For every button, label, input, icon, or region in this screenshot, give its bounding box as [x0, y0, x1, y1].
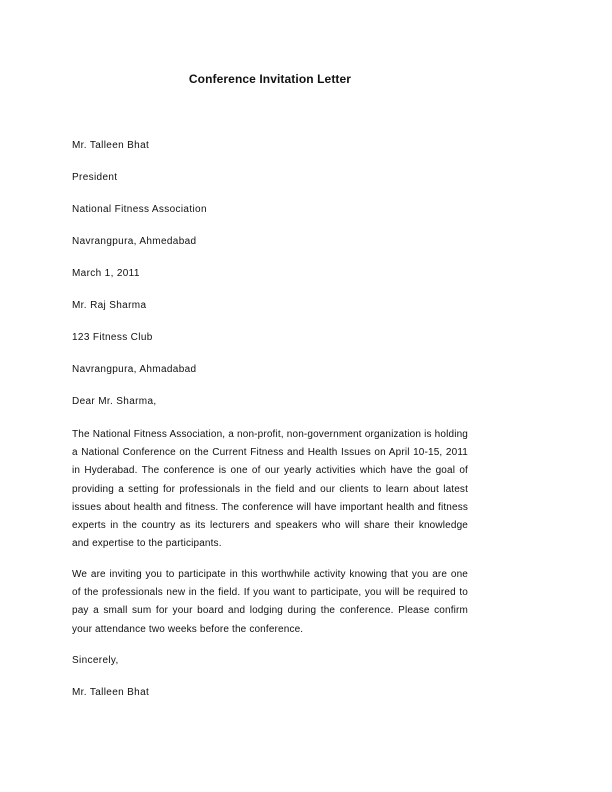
- recipient-address: Navrangpura, Ahmadabad: [72, 364, 197, 375]
- closing: Sincerely,: [72, 655, 119, 666]
- body-paragraph-2: We are inviting you to participate in this worthwhile activity knowing that you are one of the professionals new in the field. If you want to participate, you will be required to pay a small sum for your board and lodging during the conference. Please confirm your attendance two weeks before the conference.: [72, 569, 468, 635]
- sender-name: Mr. Talleen Bhat: [72, 140, 150, 151]
- recipient-organization: 123 Fitness Club: [72, 332, 153, 343]
- sender-organization: National Fitness Association: [72, 204, 207, 215]
- sender-title: President: [72, 172, 118, 183]
- signature-name: Mr. Talleen Bhat: [72, 687, 150, 698]
- recipient-name: Mr. Raj Sharma: [72, 300, 147, 311]
- letter-date: March 1, 2011: [72, 268, 140, 279]
- body-paragraph-1: The National Fitness Association, a non-profit, non-government organization is holding a National Conference on the Current Fitness and Health Issues on April 10-15, 2011 in Hyderabad. The conference is one of our yearly activities which have the goal of providing a setting for professionals in the field and our clients to learn about latest issues about health and fitness. The conference will have important health and fitness experts in the country as its lecturers and speakers who will share their knowledge and expertise to the participants.: [72, 429, 468, 550]
- sender-address: Navrangpura, Ahmedabad: [72, 236, 197, 247]
- letter-title: Conference Invitation Letter: [188, 72, 352, 86]
- salutation: Dear Mr. Sharma,: [72, 396, 157, 407]
